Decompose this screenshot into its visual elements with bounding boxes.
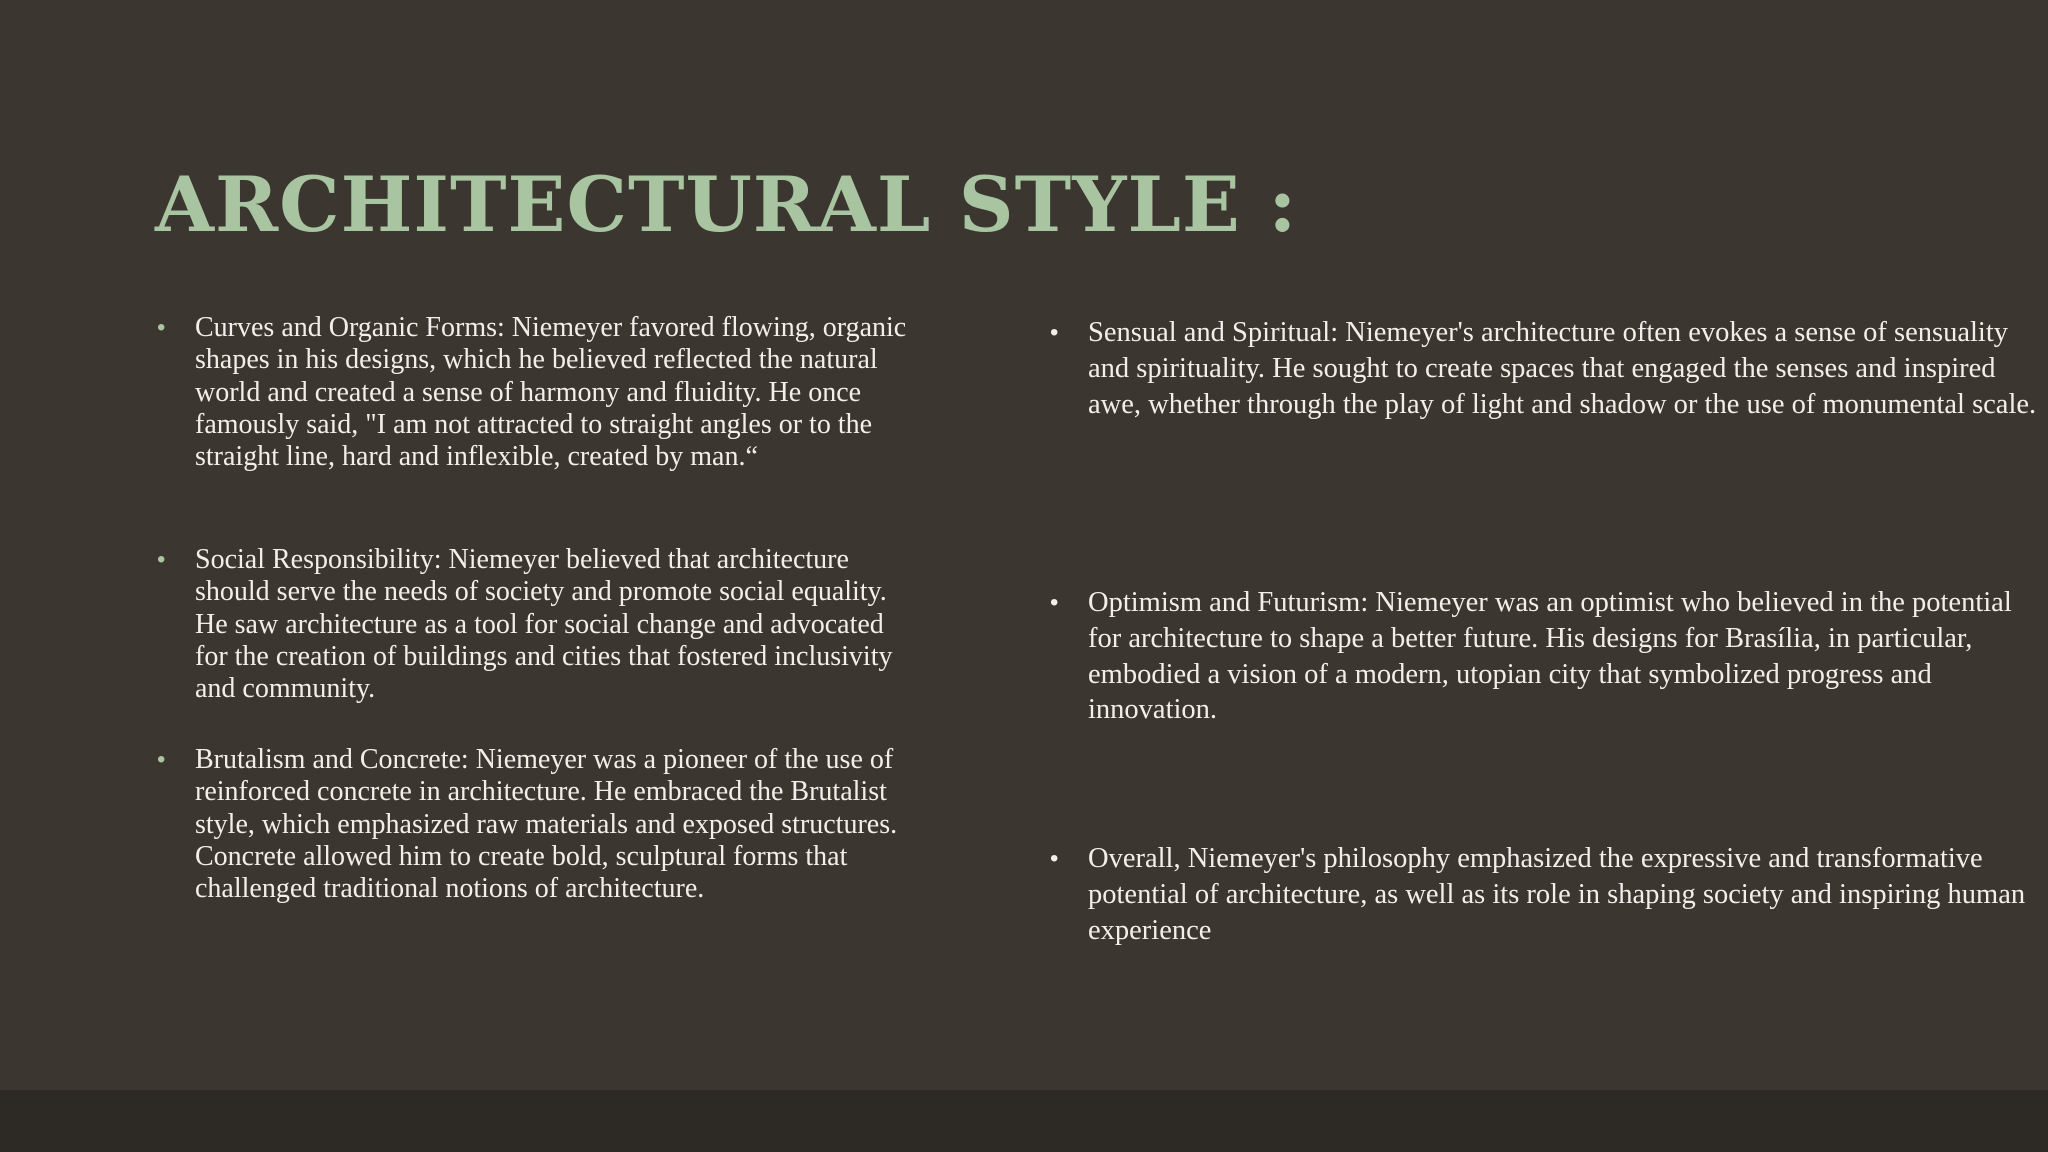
bullet-item-sensual-spiritual [1050,315,2038,422]
bullet-text: Optimism and Futurism: Niemeyer was an optimist who believed in the potential for architecture to shape a better future. His designs for Brasília, in particular, embodied a vision of a modern, utopian city that symbolized progress and innovation. [1088,587,2012,726]
bullet-text: Overall, Niemeyer's philosophy emphasized the expressive and transformative potential of architecture, as well as its role in shaping society and inspiring human experience [1088,843,2026,946]
bullet-text: Brutalism and Concrete: Niemeyer was a pioneer of the use of reinforced concrete in architecture. He embraced the Brutalist style, which emphasized raw materials and exposed structures. Concrete allowed him to create bold, sculptural forms that challenged traditional notions of architecture. [195,744,898,905]
bullet-item-social-responsibility [157,544,915,705]
bullet-icon: • [1050,589,1059,616]
bullet-icon: • [157,746,166,773]
bullet-text: Sensual and Spiritual: Niemeyer's architecture often evokes a sense of sensuality and spirituality. He sought to create spaces that engaged the senses and inspired awe, whether through the play of light and shadow or the use of monumental scale. [1088,317,2037,420]
bullet-text: Curves and Organic Forms: Niemeyer favored flowing, organic shapes in his designs, which he believed reflected the natural world and created a sense of harmony and fluidity. He once famously said, "I am not attracted to straight angles or to the straight line, hard and inflexible, created by man.“ [195,312,907,473]
bullet-item-optimism-futurism [1050,585,2038,728]
slide-title: ARCHITECTURAL STYLE : [155,160,1298,249]
bullet-icon: • [1050,845,1059,872]
bullet-text: Social Responsibility: Niemeyer believed that architecture should serve the needs of society and promote social equality. He saw architecture as a tool for social change and advocated for the creation of buildings and cities that fostered inclusivity and community. [195,544,893,705]
footer-bar [0,1090,2048,1152]
bullet-item-brutalism-concrete [157,744,915,905]
bullet-icon: • [1050,319,1059,346]
bullet-icon: • [157,546,166,573]
bullet-icon: • [157,314,166,341]
bullet-item-overall-summary [1050,841,2038,948]
bullet-item-curves-organic-forms [157,312,915,473]
